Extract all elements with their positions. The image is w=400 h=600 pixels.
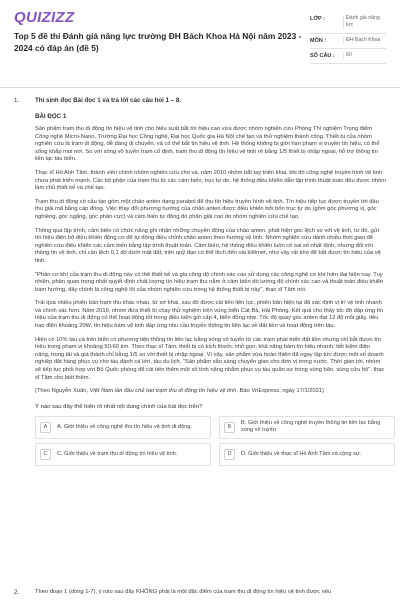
question-1 — [14, 97, 386, 466]
option-c[interactable] — [35, 443, 211, 466]
option-letter-box: B — [224, 422, 235, 433]
question-body — [35, 97, 386, 466]
question-number: 1. — [14, 97, 20, 104]
option-text: A. Giới thiệu về công nghệ thu tín hiệu vệ tinh di động. — [57, 423, 192, 430]
meta-row-subject — [310, 34, 386, 49]
question-2 — [14, 589, 386, 597]
meta-value: ĐH Bách Khoa — [343, 37, 386, 44]
question-prompt: Ý nào sau đây thể hiện rõ nhất nội dung chính của bài đọc trên? — [35, 403, 203, 410]
source-suffix: , Báo VnExpress, ngày 17/1/2021) — [236, 388, 324, 395]
meta-value: Đánh giá năng lực — [343, 15, 386, 29]
passage-paragraph: Trạm thu di động có cấu tạo gồm một chảo anten dạng parabol để thu tín hiệu truyền hình vệ tinh. Tín hiệu tiếp tục được truyền tới đầu thu giải mã bằng cáp đồng. Việc thay đổi phương hướng của chảo anten được điều khiển bởi bốn trục tự do (gồm góc phương vị, góc nghiêng, góc ngẩng, góc phân cực) và cảm biến tự động dò phân giải cao do nhóm nghiên cứu chế tạo. — [35, 198, 379, 220]
passage-source — [35, 388, 386, 396]
option-letter-box: A — [40, 422, 51, 433]
passage-paragraph: Trải qua nhiều phiên bản trạm thu khác nhau, từ sơ khai, sau đó được cải tiến liên tục, phiên bản hiện tại đã xác định vị trí vệ tinh nhanh và chính xác hơn. Năm 2019, nhóm đưa thiết bị chạy thử nghiệm trên vùng biển Cát Bà, Hải Phòng. Kết quả cho thấy tốc độ dập ứng tín hiệu của trạm thu di động có thể hoạt động tốt trong điều kiện gió cấp 4, biển động nhẹ. Tốc độ quay góc anten đạt 12 độ mỗi giây, tiêu hao điện khoảng 20W, tín hiệu bám vệ tinh đáp ứng nhu cầu truyền thông tin liên lạc về đất liền và hoạt động trên tàu. — [35, 300, 384, 330]
option-letter-box: D — [224, 449, 235, 460]
meta-row-count — [310, 49, 386, 64]
option-text: B. Giới thiệu về công nghệ truyền thông tin liên lạc bằng sóng vô tuyến. — [241, 420, 381, 434]
passage-title: BÀI ĐỌC 1 — [35, 113, 67, 120]
question-number: 2. — [14, 589, 20, 596]
option-letter-box: C — [40, 449, 51, 460]
meta-value: 60 — [343, 52, 386, 59]
page-header — [0, 0, 400, 86]
option-a[interactable] — [35, 416, 211, 439]
source-prefix: (Theo Nguyễn Xuân, — [35, 388, 90, 395]
meta-key: SỐ CÂU : — [310, 53, 335, 59]
option-b[interactable] — [219, 416, 395, 439]
quiz-meta-table — [310, 12, 386, 64]
passage-paragraph: Thạc sĩ Hồ Anh Tâm, thành viên chính nhóm nghiên cứu cho và, năm 2010 nhóm bắt tay triển khai, khi đó công nghệ truyền hình vệ tinh chưa phát triển mạnh. Các bộ phận của trạm thu từ các cảm biến, trục tự do, hệ thống điều khiển dẫn lập trình thuật toán đều được nhóm làm chủ thiết kế và chế tạo. — [35, 169, 386, 192]
source-article-title: Việt Nam lần đầu chế tạo trạm thu di động tín hiệu vệ tinh — [89, 388, 237, 395]
option-d[interactable] — [219, 443, 395, 466]
meta-row-class — [310, 12, 386, 34]
header-divider — [0, 87, 400, 88]
option-text: C. Giới thiệu về trạm thu di động tín hiệu vệ tinh. — [57, 450, 178, 457]
passage-paragraph: "Phần cơ khí của trạm thu di động này có thể thiết kế và gia công độ chính xác cao sử dụng các công nghệ cơ khí hiện đại hiện nay. Tuy nhiên, phần quan trọng nhất quyết định chất lượng tín hiệu trạm thu nằm ở cảm biến dò lường độ chính xác cao và thuật toán điều khiển bám hướng, đây chính là công nghệ lõi của nhóm nghiên cứu trong hệ thống thiết bị này", thạc sĩ Tâm nói. — [35, 271, 384, 293]
question-text: Theo đoạn 1 (dòng 1-7), ý nào sau đây KHÔNG phải là một đặc điểm của trạm thu di động tín hiệu vệ tinh được nêu — [35, 589, 332, 595]
question-body — [35, 589, 386, 597]
passage-paragraph: Sản phẩm trạm thu di động tín hiệu vệ tinh cho hiệu suất bắt tín hiệu cao vừa được nhóm nghiên cứu Phòng Thí nghiệm Trọng điểm Công nghệ Micro-Nano, Trường Đại học Công nghệ, Đại học Quốc gia Hà Nội chế tạo và thử nghiệm thành công. Thiết bị của nhóm nghiên cứu là trạm di động, dễ dàng di chuyển, và có thể bắt tín hiệu vệ tinh. Hệ thống không bị giới hạn phạm vi truyền tín hiệu, có thể sống khắp mọi nơi. So với sóng vô tuyến trạm cố định, trạm thu di động tín hiệu vệ tinh rẻ bằng 1/5 thiết bị nhập ngoại, hỗ trợ thông tin liên lạc tàu biển. — [35, 126, 380, 163]
answer-options — [35, 416, 386, 466]
question-text: Thí sinh đọc Bài đọc 1 và trả lời các câu hỏi 1 – 8. — [35, 97, 182, 104]
page-title: Top 5 đề thi Đánh giá năng lực trường ĐH Bách Khoa Hà Nội năm 2023 - 2024 có đáp án (đề 5) — [14, 31, 302, 53]
quizizz-logo: QUIZIZZ — [14, 9, 75, 26]
passage-paragraph: Hiện có 10% tàu cá trên biển có phương tiện thông tin liên lạc bằng sóng vô tuyến từ các trạm phát triển đất liền nhưng chỉ bắt được tín hiệu trong phạm vi khoảng 50-60 km. Theo thạc sĩ Tâm, thiết bị có kích thước nhỏ gọn, khả năng bám tín hiệu nhanh, tiết kiệm điện năng, trọng tải và giá thành chỉ bằng 1/5 so với thiết bị nhập ngoại. Vì vậy, sản phẩm vừa hoàn thiện đã ngay lập tức được một số doanh nghiệp đặt hàng phục vụ cho tàu đánh cá lớn, tàu du lịch. "Sản phẩm sẵn sàng chuyển giao cho đơn vị trong nước. Thời gian tới, nhóm sẽ tiếp tục phối hợp với Bộ Quốc phòng để cải tiến thêm một số tính năng nhằm phục vụ tàu quân sự trong vùng bão, vùng cửu hộ", thạc sĩ Tâm cho biết thêm. — [35, 336, 385, 381]
meta-key: LỚP : — [310, 16, 325, 22]
option-text: D. Giới thiệu về thạc sĩ Hồ Anh Tâm và cộng sự. — [241, 450, 362, 457]
meta-key: MÔN : — [310, 38, 327, 44]
passage-paragraph: Thông qua lập trình, cảm biến có chức năng ghi nhận những chuyển động của chảo anten, phát hiện góc lệch so với vệ tinh, từ đó, gửi tín hiệu điện bộ điều khiển động cơ để tự động điều chỉnh chảo anten theo hướng vệ tinh. Nhóm nghiên cứu dành nhiều thời gian để nghiên cứu điều khiển các cảm biến bằng lập trình thuật toán. Cảm biến, hệ thống điều khiển luôn có sai số nhất định, nhưng đối với thông tin vệ tinh, chỉ cần lệch 0,1 độ dưới mặt đất, trên quỹ đạo có thể lệch đến vài kilômét, như vậy rất khó để bắt được tín hiệu của vệ tinh. — [35, 227, 381, 264]
